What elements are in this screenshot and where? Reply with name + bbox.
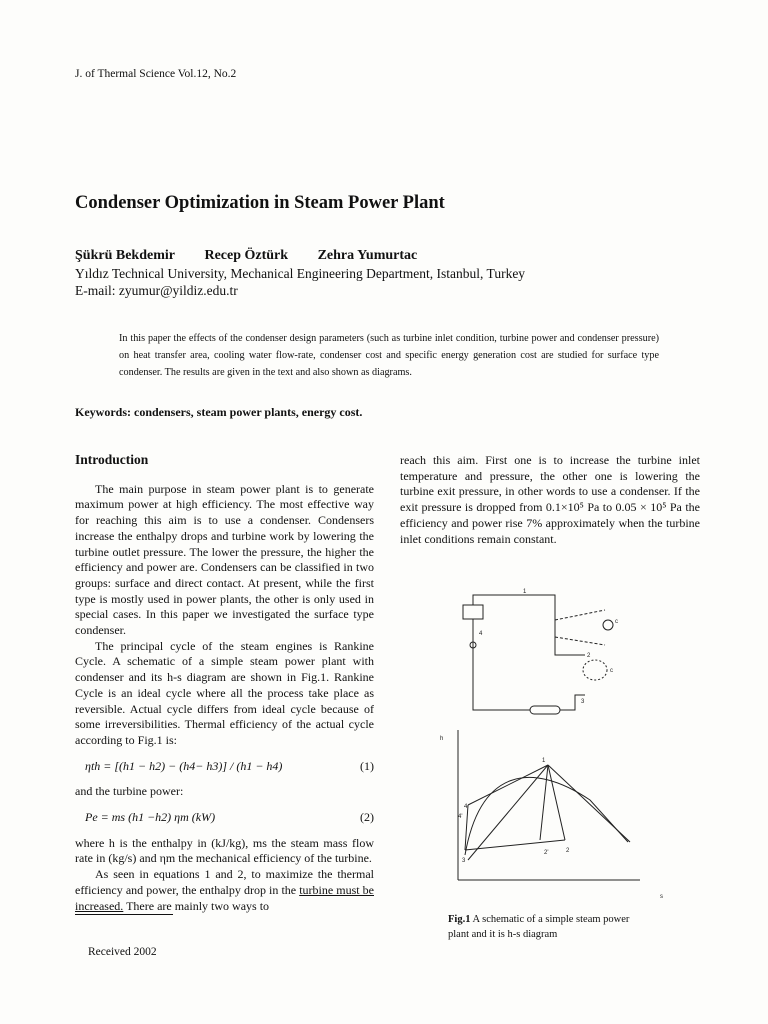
journal-header: J. of Thermal Science Vol.12, No.2	[75, 68, 237, 80]
author-1: Şükrü Bekdemir	[75, 248, 175, 263]
state-label: 1	[542, 758, 546, 764]
schematic-label: 2	[587, 653, 591, 659]
text-run: There are mainly two ways to	[123, 898, 270, 913]
footnote-rule	[75, 914, 173, 915]
caption-text: A schematic of a simple steam power plant and it is h-s diagram	[448, 914, 630, 940]
text-run: As seen in equations 1 and 2, to maximize the thermal efficiency and power, the enthalpy drop in the	[75, 867, 374, 897]
dashed-link	[555, 637, 605, 645]
equation-2	[75, 810, 374, 826]
equation-body: ηth = [(h1 − h2) − (h4− h3)] / (h1 − h4)	[85, 758, 283, 773]
expansion-line	[548, 765, 565, 840]
paragraph: The principal cycle of the steam engines is Rankine Cycle. A schematic of a simple steam power plant with condenser and its h-s diagram are shown in Fig.1. Rankine Cycle is an ideal cycle where all the process take place as reversible. Actual cycle differs from ideal cycle because of some irreversibilities. Thermal efficiency of the actual cycle according to Fig.1 is:	[75, 638, 374, 747]
schematic-label: 1	[523, 589, 527, 595]
equation-1	[75, 759, 374, 775]
equation-body: Pe = ms (h1 −h2) ηm (kW)	[85, 810, 216, 825]
figure-caption	[448, 912, 638, 942]
cycle-line	[468, 765, 548, 805]
paragraph: where h is the enthalpy in (kJ/kg), ms the steam mass flow rate in (kg/s) and ηm the mechanical efficiency of the turbine.	[75, 835, 374, 866]
paragraph: and the turbine power:	[75, 784, 184, 799]
boiler-box	[463, 605, 483, 619]
isobar	[548, 765, 630, 842]
pump-symbol	[530, 706, 560, 714]
state-label: 4'	[458, 814, 463, 820]
schematic-label: c	[615, 619, 618, 625]
author-2: Recep Öztürk	[204, 248, 289, 263]
equation-number: (2)	[360, 810, 374, 825]
caption-label: Fig.1	[448, 914, 471, 925]
abstract: In this paper the effects of the condenser design parameters (such as turbine inlet condition, turbine power and condenser pressure) on heat transfer area, cooling water flow-rate, condenser cost and specific energy generation cost are studied for surface type condenser. The results are given in the text and also shown as diagrams.	[119, 333, 659, 378]
turbine-outlet-line	[555, 620, 585, 655]
steam-line	[473, 595, 555, 620]
text-run-underlined: turbine must be increased.	[75, 882, 374, 913]
hs-diagram-figure	[440, 730, 663, 905]
ideal-expansion	[540, 765, 548, 840]
schematic-label: 4	[479, 631, 483, 637]
paragraph: The main purpose in steam power plant is to generate maximum power at high efficiency. The most effective way for reaching this aim is to use a condenser. Condensers increase the enthalpy drops and turbine work by lowering the turbine outlet pressure. The lower the pressure, the higher the efficiency and power are. Condensers can be classified in two groups: surface and direct contact. At present, while the first type is mostly used in power plants, the other is only used in special cases. In this paper we investigated the surface type condenser.	[75, 481, 374, 638]
s-axis-label: s	[660, 894, 663, 900]
condenser-symbol	[583, 660, 607, 680]
h-axis-label: h	[440, 736, 444, 742]
left-column	[75, 452, 374, 915]
state-label: 4	[464, 804, 468, 810]
turbine-shaft	[555, 610, 605, 620]
affiliation: Yıldız Technical University, Mechanical Engineering Department, Istanbul, Turkey	[75, 266, 526, 281]
paragraph	[75, 867, 374, 914]
paper-title: Condenser Optimization in Steam Power Plant	[75, 193, 445, 213]
keywords: Keywords: condensers, steam power plants, energy cost.	[75, 405, 363, 419]
state-label: 3	[462, 858, 466, 864]
schematic-label: c	[610, 668, 613, 674]
state-label: 2	[566, 848, 570, 854]
section-heading-introduction: Introduction	[75, 452, 149, 467]
right-column	[400, 453, 700, 547]
schematic-label: 3	[581, 699, 585, 705]
author-list	[75, 248, 443, 264]
paragraph: reach this aim. First one is to increase the turbine inlet temperature and pressure, the other one is lowering the turbine exit pressure, in other words to use a condenser. If the exit pressure is dropped from 0.1×10⁵ Pa to 0.05 × 10⁵ Pa the efficiency and power rise 7% approximately when the turbine inlet conditions remain constant.	[400, 453, 700, 546]
plant-schematic-figure	[455, 585, 635, 715]
saturation-dome	[465, 777, 628, 855]
equation-number: (1)	[360, 758, 374, 773]
email: E-mail: zyumur@yildiz.edu.tr	[75, 283, 238, 298]
generator-symbol	[603, 620, 613, 630]
received-date: Received 2002	[88, 946, 157, 958]
state-label: 2'	[544, 850, 549, 856]
author-3: Zehra Yumurtac	[317, 248, 418, 263]
